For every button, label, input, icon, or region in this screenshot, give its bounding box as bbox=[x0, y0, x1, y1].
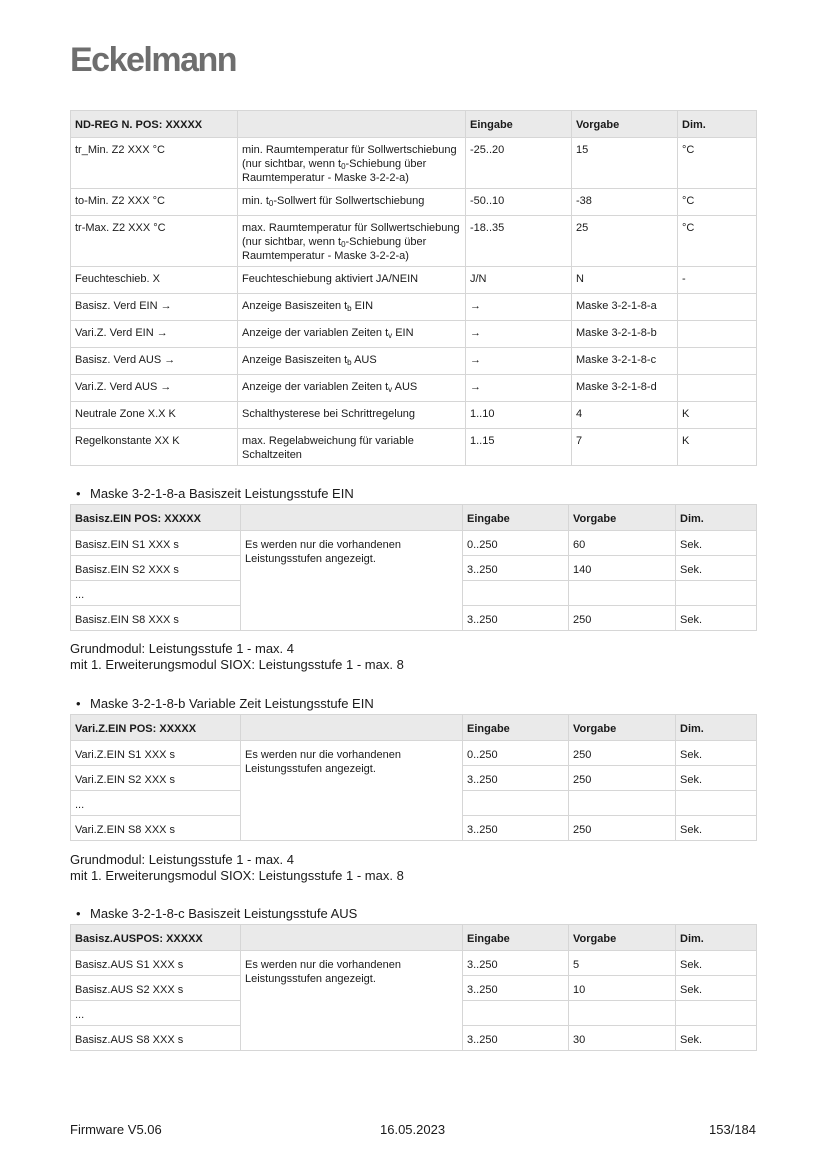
param-name: Basisz.AUS S1 XXX s bbox=[71, 951, 241, 976]
footer-firmware: Firmware V5.06 bbox=[70, 1122, 162, 1137]
param-vorgabe: Maske 3-2-1-8-a bbox=[572, 294, 678, 321]
param-eingabe: 3..250 bbox=[463, 816, 569, 841]
param-description: Schalthysterese bei Schrittregelung bbox=[238, 402, 466, 429]
param-vorgabe: 5 bbox=[569, 951, 676, 976]
bullet-icon: • bbox=[76, 906, 81, 921]
header-vorgabe: Vorgabe bbox=[569, 505, 676, 531]
param-name: Basisz. Verd AUS → bbox=[71, 348, 238, 375]
param-name: Basisz.AUS S8 XXX s bbox=[71, 1026, 241, 1051]
section-b-heading bbox=[76, 696, 374, 712]
param-dim: Sek. bbox=[676, 951, 757, 976]
param-name: Vari.Z.EIN S8 XXX s bbox=[71, 816, 241, 841]
param-eingabe: → bbox=[466, 321, 572, 348]
param-dim: Sek. bbox=[676, 976, 757, 1001]
header-description bbox=[238, 111, 466, 138]
param-eingabe bbox=[463, 791, 569, 816]
section-c-title: Maske 3-2-1-8-c Basiszeit Leistungsstufe AUS bbox=[90, 906, 358, 921]
param-name: Feuchteschieb. X bbox=[71, 267, 238, 294]
section-c-heading bbox=[76, 906, 357, 922]
table-row bbox=[71, 138, 757, 189]
param-vorgabe bbox=[569, 791, 676, 816]
param-vorgabe: 250 bbox=[569, 741, 676, 766]
table-row bbox=[71, 951, 757, 976]
param-vorgabe: Maske 3-2-1-8-d bbox=[572, 375, 678, 402]
bullet-icon: • bbox=[76, 486, 81, 501]
param-name: ... bbox=[71, 581, 241, 606]
section-b-note-2: mit 1. Erweiterungsmodul SIOX: Leistungsstufe 1 - max. 8 bbox=[70, 868, 404, 883]
param-eingabe: -18..35 bbox=[466, 216, 572, 267]
param-vorgabe: 250 bbox=[569, 766, 676, 791]
table-row bbox=[71, 348, 757, 375]
param-vorgabe: Maske 3-2-1-8-c bbox=[572, 348, 678, 375]
param-vorgabe: -38 bbox=[572, 189, 678, 216]
param-dim: Sek. bbox=[676, 1026, 757, 1051]
param-description: max. Raumtemperatur für Sollwertschiebung (nur sichtbar, wenn $t_0$-Schiebung über Raumtemperatur - Maske 3-2-2-a) bbox=[238, 216, 466, 267]
table-row bbox=[71, 294, 757, 321]
param-eingabe: -50..10 bbox=[466, 189, 572, 216]
header-name: Vari.Z.EIN POS: XXXXX bbox=[71, 715, 241, 741]
header-dim: Dim. bbox=[676, 925, 757, 951]
table-row bbox=[71, 375, 757, 402]
section-a-heading bbox=[76, 486, 354, 502]
header-eingabe: Eingabe bbox=[463, 925, 569, 951]
section-b-note-1: Grundmodul: Leistungsstufe 1 - max. 4 bbox=[70, 852, 295, 867]
basisz-ein-table bbox=[70, 504, 757, 631]
param-name: Vari.Z.EIN S1 XXX s bbox=[71, 741, 241, 766]
param-name: Basisz.EIN S2 XXX s bbox=[71, 556, 241, 581]
param-vorgabe: N bbox=[572, 267, 678, 294]
param-description: Feuchteschiebung aktiviert JA/NEIN bbox=[238, 267, 466, 294]
section-a-note-2: mit 1. Erweiterungsmodul SIOX: Leistungsstufe 1 - max. 8 bbox=[70, 657, 404, 672]
param-eingabe: J/N bbox=[466, 267, 572, 294]
param-name: Basisz.EIN S8 XXX s bbox=[71, 606, 241, 631]
param-name: Regelkonstante XX K bbox=[71, 429, 238, 466]
param-vorgabe: 7 bbox=[572, 429, 678, 466]
param-name: ... bbox=[71, 1001, 241, 1026]
param-dim bbox=[678, 321, 757, 348]
param-vorgabe: 60 bbox=[569, 531, 676, 556]
param-description: Anzeige Basiszeiten $t_b$ EIN bbox=[238, 294, 466, 321]
param-dim bbox=[676, 791, 757, 816]
param-dim: Sek. bbox=[676, 816, 757, 841]
param-eingabe: 3..250 bbox=[463, 556, 569, 581]
param-name: to-Min. Z2 XXX °C bbox=[71, 189, 238, 216]
param-eingabe: → bbox=[466, 294, 572, 321]
param-name: Vari.Z. Verd EIN → bbox=[71, 321, 238, 348]
param-name: Neutrale Zone X.X K bbox=[71, 402, 238, 429]
param-name: Vari.Z. Verd AUS → bbox=[71, 375, 238, 402]
param-name: Basisz.EIN S1 XXX s bbox=[71, 531, 241, 556]
nd-reg-parameter-table bbox=[70, 110, 757, 466]
param-vorgabe: 15 bbox=[572, 138, 678, 189]
header-vorgabe: Vorgabe bbox=[569, 715, 676, 741]
table-row bbox=[71, 267, 757, 294]
param-dim bbox=[676, 1001, 757, 1026]
param-dim: Sek. bbox=[676, 556, 757, 581]
param-eingabe: -25..20 bbox=[466, 138, 572, 189]
param-dim bbox=[678, 375, 757, 402]
param-vorgabe: 140 bbox=[569, 556, 676, 581]
param-name: Basisz.AUS S2 XXX s bbox=[71, 976, 241, 1001]
param-dim bbox=[676, 581, 757, 606]
header-name: Basisz.EIN POS: XXXXX bbox=[71, 505, 241, 531]
param-name: ... bbox=[71, 791, 241, 816]
param-eingabe: 3..250 bbox=[463, 976, 569, 1001]
param-dim: K bbox=[678, 429, 757, 466]
param-dim: °C bbox=[678, 138, 757, 189]
header-name: Basisz.AUSPOS: XXXXX bbox=[71, 925, 241, 951]
param-description: min. Raumtemperatur für Sollwertschiebung (nur sichtbar, wenn $t_0$-Schiebung über Raumtemperatur - Maske 3-2-2-a) bbox=[238, 138, 466, 189]
param-eingabe: 1..10 bbox=[466, 402, 572, 429]
param-vorgabe: 250 bbox=[569, 816, 676, 841]
section-a-title: Maske 3-2-1-8-a Basiszeit Leistungsstufe EIN bbox=[90, 486, 354, 501]
section-b-title: Maske 3-2-1-8-b Variable Zeit Leistungsstufe EIN bbox=[90, 696, 374, 711]
header-eingabe: Eingabe bbox=[466, 111, 572, 138]
param-eingabe: 0..250 bbox=[463, 741, 569, 766]
header-eingabe: Eingabe bbox=[463, 715, 569, 741]
param-dim: K bbox=[678, 402, 757, 429]
basisz-aus-table bbox=[70, 924, 757, 1051]
merged-description: Es werden nur die vorhandenen Leistungsstufen angezeigt. bbox=[241, 531, 463, 631]
param-eingabe: 3..250 bbox=[463, 1026, 569, 1051]
bullet-icon: • bbox=[76, 696, 81, 711]
param-name: tr-Max. Z2 XXX °C bbox=[71, 216, 238, 267]
param-dim: - bbox=[678, 267, 757, 294]
header-description bbox=[241, 925, 463, 951]
param-eingabe bbox=[463, 581, 569, 606]
param-eingabe: → bbox=[466, 348, 572, 375]
param-dim: Sek. bbox=[676, 531, 757, 556]
table-header-row bbox=[71, 715, 757, 741]
param-eingabe: 0..250 bbox=[463, 531, 569, 556]
table-row bbox=[71, 741, 757, 766]
table-row bbox=[71, 189, 757, 216]
merged-description: Es werden nur die vorhandenen Leistungsstufen angezeigt. bbox=[241, 951, 463, 1051]
header-dim: Dim. bbox=[676, 715, 757, 741]
param-eingabe: 3..250 bbox=[463, 951, 569, 976]
param-name: Vari.Z.EIN S2 XXX s bbox=[71, 766, 241, 791]
param-name: Basisz. Verd EIN → bbox=[71, 294, 238, 321]
variz-ein-table bbox=[70, 714, 757, 841]
header-vorgabe: Vorgabe bbox=[572, 111, 678, 138]
param-dim: °C bbox=[678, 216, 757, 267]
table-header-row bbox=[71, 925, 757, 951]
param-eingabe: 3..250 bbox=[463, 606, 569, 631]
table-row bbox=[71, 402, 757, 429]
param-vorgabe: 10 bbox=[569, 976, 676, 1001]
param-eingabe bbox=[463, 1001, 569, 1026]
param-vorgabe: 30 bbox=[569, 1026, 676, 1051]
eckelmann-logo: Eckelmann bbox=[70, 41, 237, 79]
param-eingabe: 1..15 bbox=[466, 429, 572, 466]
header-dim: Dim. bbox=[678, 111, 757, 138]
param-description: Anzeige der variablen Zeiten $t_v$ EIN bbox=[238, 321, 466, 348]
param-vorgabe: 4 bbox=[572, 402, 678, 429]
param-name: tr_Min. Z2 XXX °C bbox=[71, 138, 238, 189]
param-dim: °C bbox=[678, 189, 757, 216]
param-vorgabe bbox=[569, 1001, 676, 1026]
table-header-row bbox=[71, 111, 757, 138]
header-eingabe: Eingabe bbox=[463, 505, 569, 531]
merged-description: Es werden nur die vorhandenen Leistungsstufen angezeigt. bbox=[241, 741, 463, 841]
footer-date: 16.05.2023 bbox=[380, 1122, 446, 1137]
header-dim: Dim. bbox=[676, 505, 757, 531]
param-dim bbox=[678, 348, 757, 375]
param-vorgabe: 250 bbox=[569, 606, 676, 631]
param-eingabe: → bbox=[466, 375, 572, 402]
param-description: max. Regelabweichung für variable Schaltzeiten bbox=[238, 429, 466, 466]
table-row bbox=[71, 531, 757, 556]
header-vorgabe: Vorgabe bbox=[569, 925, 676, 951]
param-vorgabe: 25 bbox=[572, 216, 678, 267]
header-name: ND-REG N. POS: XXXXX bbox=[71, 111, 238, 138]
param-description: min. $t_0$-Sollwert für Sollwertschiebung bbox=[238, 189, 466, 216]
param-description: Anzeige der variablen Zeiten $t_v$ AUS bbox=[238, 375, 466, 402]
footer-page-number: 153/184 bbox=[709, 1122, 756, 1137]
header-description bbox=[241, 505, 463, 531]
param-vorgabe bbox=[569, 581, 676, 606]
table-row bbox=[71, 429, 757, 466]
section-a-note-1: Grundmodul: Leistungsstufe 1 - max. 4 bbox=[70, 641, 295, 656]
param-dim: Sek. bbox=[676, 766, 757, 791]
param-vorgabe: Maske 3-2-1-8-b bbox=[572, 321, 678, 348]
param-dim bbox=[678, 294, 757, 321]
param-eingabe: 3..250 bbox=[463, 766, 569, 791]
param-dim: Sek. bbox=[676, 741, 757, 766]
table-row bbox=[71, 216, 757, 267]
table-header-row bbox=[71, 505, 757, 531]
table-row bbox=[71, 321, 757, 348]
param-description: Anzeige Basiszeiten $t_b$ AUS bbox=[238, 348, 466, 375]
param-dim: Sek. bbox=[676, 606, 757, 631]
header-description bbox=[241, 715, 463, 741]
